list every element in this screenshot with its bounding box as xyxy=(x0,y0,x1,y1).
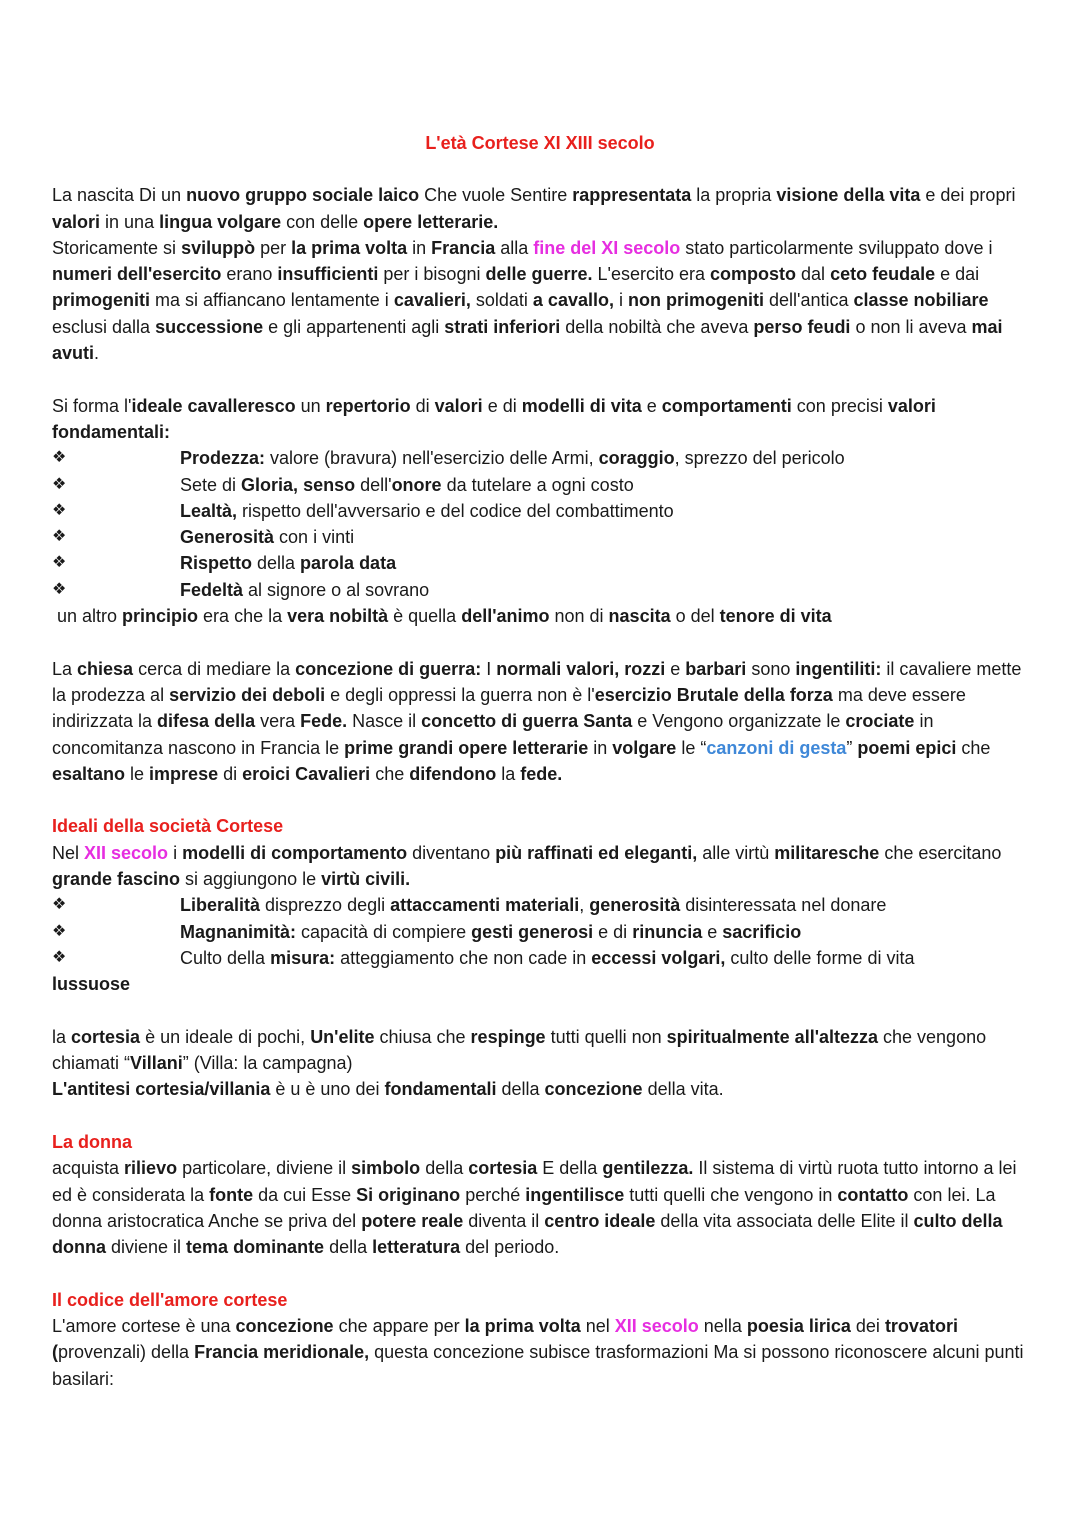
list-item: ❖ Sete di Gloria, senso dell'onore da tutelare a ogni costo xyxy=(52,472,1028,498)
diamond-bullet-icon: ❖ xyxy=(52,922,67,940)
paragraph-principio: un altro principio era che la vera nobiltà è quella dell'animo non di nascita o del tenore di vita xyxy=(57,606,832,627)
page-title: L'età Cortese XI XIII secolo xyxy=(425,133,655,153)
paragraph-intro: La nascita Di un nuovo gruppo sociale laico Che vuole Sentire rappresentata la propria visione della vita e dei propri valori in una lingua volgare con delle opere letterarie. Storicamente si sviluppò per la prima volta in Francia alla fine del XI secolo stato particolarmente sviluppato dove i numeri dell'esercito erano insufficienti per i bisogni delle guerre. L'esercito era composto dal ceto feudale e dai primogeniti ma si affiancano lentamente i cavalieri, soldati a cavallo, i non primogeniti dell'antica classe nobiliare esclusi dalla successione e gli appartenenti agli strati inferiori della nobiltà che aveva perso feudi o non li aveva mai avuti. xyxy=(52,185,1016,364)
diamond-bullet-icon: ❖ xyxy=(52,948,67,966)
diamond-bullet-icon: ❖ xyxy=(52,554,67,572)
list-item: ❖ Culto della misura: atteggiamento che non cade in eccessi volgari, culto delle forme di vita xyxy=(52,945,1028,971)
list-item: ❖ Magnanimità: capacità di compiere gesti generosi e di rinuncia e sacrificio xyxy=(52,919,1028,945)
paragraph-cortesia: la cortesia è un ideale di pochi, Un'elite chiusa che respinge tutti quelli non spiritualmente all'altezza che vengono chiamati “Villani” (Villa: la campagna) L'antitesi cortesia/villania è u è uno dei fondamentali della concezione della vita. xyxy=(52,1026,987,1100)
diamond-bullet-icon: ❖ xyxy=(52,501,67,519)
paragraph-donna: acquista rilievo particolare, diviene il simbolo della cortesia E della gentilezza. Il sistema di virtù ruota tutto intorno a lei ed è considerata la fonte da cui Esse Si originano perché ingentilisce tutti quelli che vengono in contatto con lei. La donna aristocratica Anche se priva del potere reale diventa il centro ideale della vita associata delle Elite il culto della donna diviene il tema dominante della letteratura del periodo. xyxy=(52,1158,1017,1258)
list-item: ❖ Fedeltà al signore o al sovrano xyxy=(52,577,1028,603)
list-item: ❖ Lealtà, rispetto dell'avversario e del codice del combattimento xyxy=(52,498,1028,524)
diamond-bullet-icon: ❖ xyxy=(52,896,67,914)
paragraph-lussuose: lussuose xyxy=(52,974,131,995)
section-heading-donna: La donna xyxy=(52,1131,132,1152)
section-heading-ideali: Ideali della società Cortese xyxy=(52,816,284,837)
diamond-bullet-icon: ❖ xyxy=(52,475,67,493)
list-item: ❖ Liberalità disprezzo degli attaccamenti materiali, generosità disinteressata nel donare xyxy=(52,892,1028,918)
paragraph-codice: L'amore cortese è una concezione che appare per la prima volta nel XII secolo nella poesia lirica dei trovatori (provenzali) della Francia meridionale, questa concezione subisce trasformazioni Ma si possono riconoscere alcuni punti basilari: xyxy=(52,1316,1024,1389)
diamond-bullet-icon: ❖ xyxy=(52,580,67,598)
diamond-bullet-icon: ❖ xyxy=(52,449,67,467)
section-heading-codice: Il codice dell'amore cortese xyxy=(52,1289,288,1310)
bullet-list-civili xyxy=(52,892,1028,971)
paragraph-chiesa: La chiesa cerca di mediare la concezione di guerra: I normali valori, rozzi e barbari sono ingentiliti: il cavaliere mette la prodezza al servizio dei deboli e degli oppressi la guerra non è l'esercizio Brutale della forza ma deve essere indirizzata la difesa della vera Fede. Nasce il concetto di guerra Santa e Vengono organizzate le crociate in concomitanza nascono in Francia le prime grandi opere letterarie in volgare le “canzoni di gesta” poemi epici che esaltano le imprese di eroici Cavalieri che difendono la fede. xyxy=(52,658,1022,784)
paragraph-ideale-cavalleresco: Si forma l'ideale cavalleresco un repertorio di valori e di modelli di vita e comportamenti con precisi valori fondamentali: xyxy=(52,395,936,442)
list-item: ❖ Generosità con i vinti xyxy=(52,524,1028,550)
diamond-bullet-icon: ❖ xyxy=(52,528,67,546)
list-item: ❖ Prodezza: valore (bravura) nell'esercizio delle Armi, coraggio, sprezzo del pericolo xyxy=(52,445,1028,471)
list-item: ❖ Rispetto della parola data xyxy=(52,550,1028,576)
paragraph-ideali: Nel XII secolo i modelli di comportamento diventano più raffinati ed eleganti, alle virtù militaresche che esercitano grande fascino si aggiungono le virtù civili. xyxy=(52,842,1002,890)
bullet-list-valori xyxy=(52,445,1028,603)
